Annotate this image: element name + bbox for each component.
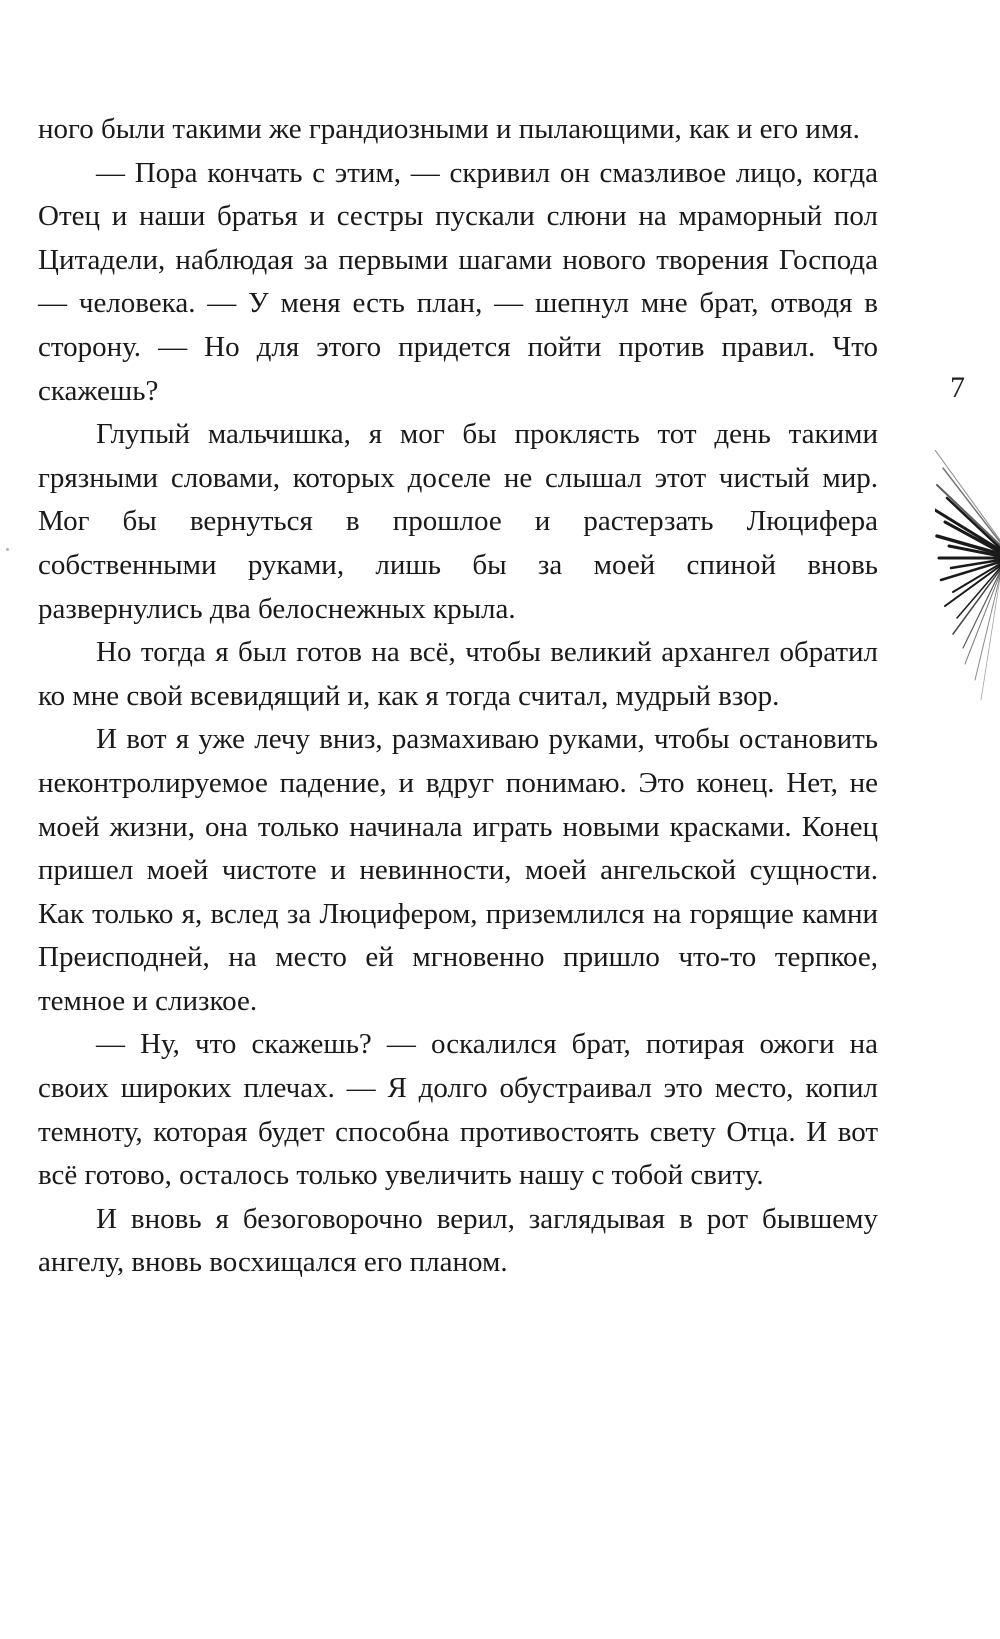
paragraph: И вот я уже лечу вниз, размахиваю руками, чтобы остановить неконтролируемое падение, и вдруг понимаю. Это конец. Нет, не моей жизни, она только начинала играть новыми красками. Конец пришел моей чистоте и невинности, моей ангельской сущности. Как только я, вслед за Люцифером, приземлился на горящие камни Преисподней, на место ей мгновенно пришло что-то терпкое, темное и слизкое. [38, 723, 878, 1017]
margin-speck [6, 548, 9, 551]
paragraph: — Пора кончать с этим, — скривил он смазливое лицо, когда Отец и наши братья и сестры пускали слюни на мраморный пол Цитадели, наблюдая за первыми шагами нового творения Господа — человека. — У меня есть план, — шепнул мне брат, отводя в сторону. — Но для этого придется пойти против правил. Что скажешь? [38, 156, 878, 407]
paragraph: ного были такими же грандиозными и пылающими, как и его имя. [38, 113, 860, 145]
paragraph: Но тогда я был готов на всё, чтобы великий архангел обратил ко мне свой всевидящий и, как я тогда считал, мудрый взор. [38, 636, 878, 712]
paragraph: И вновь я безоговорочно верил, заглядывая в рот бывшему ангелу, вновь восхищался его планом. [38, 1202, 878, 1279]
wing-decoration-icon [935, 450, 1000, 710]
page-number: 7 [950, 371, 965, 404]
paragraph: Глупый мальчишка, я мог бы проклясть тот день такими грязными словами, которых доселе не слышал этот чистый мир. Мог бы вернуться в прошлое и растерзать Люцифера собственными руками, лишь бы за моей спиной вновь развернулись два белоснежных крыла. [38, 418, 878, 625]
body-text [38, 108, 878, 1285]
paragraph: — Ну, что скажешь? — оскалился брат, потирая ожоги на своих широких плечах. — Я долго обустраивал это место, копил темноту, которая будет способна противостоять свету Отца. И вот всё готово, осталось только увеличить нашу с тобой свиту. [38, 1028, 878, 1192]
